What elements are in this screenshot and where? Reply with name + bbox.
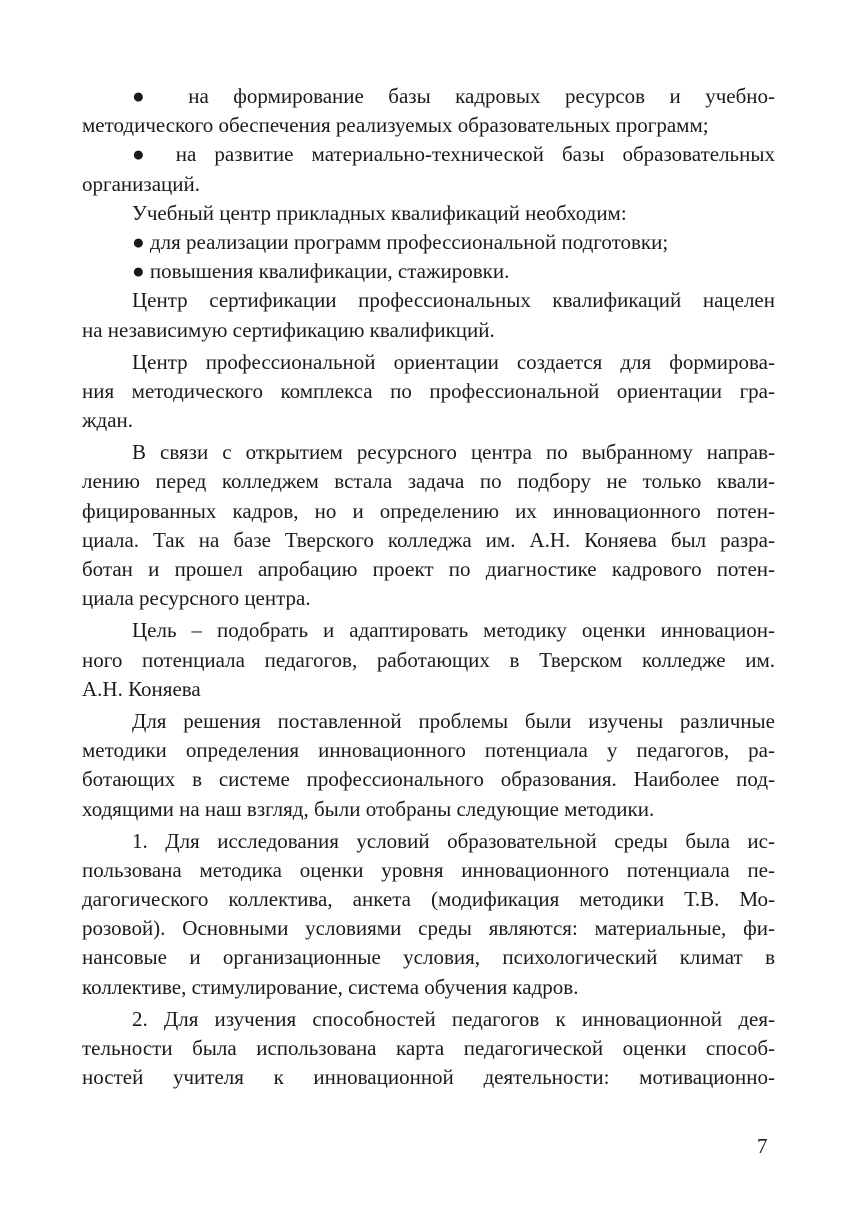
text-line: ● для реализации программ профессиональной подготовки; [132,229,669,254]
text-line: ния методического комплекса по профессиональной ориентации гра- [82,378,775,403]
text-line: ного потенциала педагогов, работающих в Тверском колледже им. [82,647,775,672]
text-line: 1. Для исследования условий образовательной среды была ис- [132,828,775,853]
text-line: ботающих в системе профессионального образования. Наиболее под- [82,767,775,792]
text-line: 2. Для изучения способностей педагогов к инновационной дея- [132,1006,775,1031]
text-line: методического обеспечения реализуемых образовательных программ; [82,113,709,138]
text-line: нансовые и организационные условия, психологический климат в [82,945,775,970]
text-line: пользована методика оценки уровня инновационного потенциала пе- [82,857,775,882]
text-line: циала ресурсного центра. [82,586,311,611]
text-line: Центр сертификации профессиональных квалификаций нацелен [132,288,775,313]
text-line: Цель – подобрать и адаптировать методику оценки инновацион- [132,618,775,643]
text-line: Учебный центр прикладных квалификаций необходим: [132,200,627,225]
text-line: методики определения инновационного потенциала у педагогов, ра- [82,738,775,763]
text-line: ботан и прошел апробацию проект по диагностике кадрового потен- [82,557,775,581]
text-line: ходящими на наш взгляд, были отобраны следующие методики. [82,796,655,821]
text-line: ● на развитие материально-технической базы образовательных [132,142,775,167]
text-line: А.Н. Коняева [82,676,201,701]
text-line: Для решения поставленной проблемы были изучены различные [132,708,775,733]
text-line: фицированных кадров, но и определению их инновационного потен- [82,498,775,523]
text-line: розовой). Основными условиями среды являются: материальные, фи- [82,916,775,941]
text-line: ● на формирование базы кадровых ресурсов и учебно- [132,84,775,108]
text-line: ● повышения квалификации, стажировки. [132,259,510,284]
text-line: тельности была использована карта педагогической оценки способ- [82,1036,775,1060]
text-line: В связи с открытием ресурсного центра по выбранному направ- [132,440,775,465]
text-line: организаций. [82,171,200,196]
text-line: Центр профессиональной ориентации создается для формирова- [132,349,775,374]
text-line: дагогического коллектива, анкета (модификация методики Т.В. Мо- [82,887,775,912]
text-line: коллективе, стимулирование, система обучения кадров. [82,974,579,999]
page-number: 7 [757,1134,768,1158]
text-line: циала. Так на базе Тверского колледжа им. А.Н. Коняева был разра- [82,527,775,552]
text-line: на независимую сертификацию квалификций. [82,317,495,342]
document-body [82,82,775,1092]
text-line: лению перед колледжем встала задача по подбору не только квали- [82,469,775,494]
text-line: ностей учителя к инновационной деятельности: мотивационно- [82,1065,775,1090]
text-line: ждан. [82,408,134,433]
